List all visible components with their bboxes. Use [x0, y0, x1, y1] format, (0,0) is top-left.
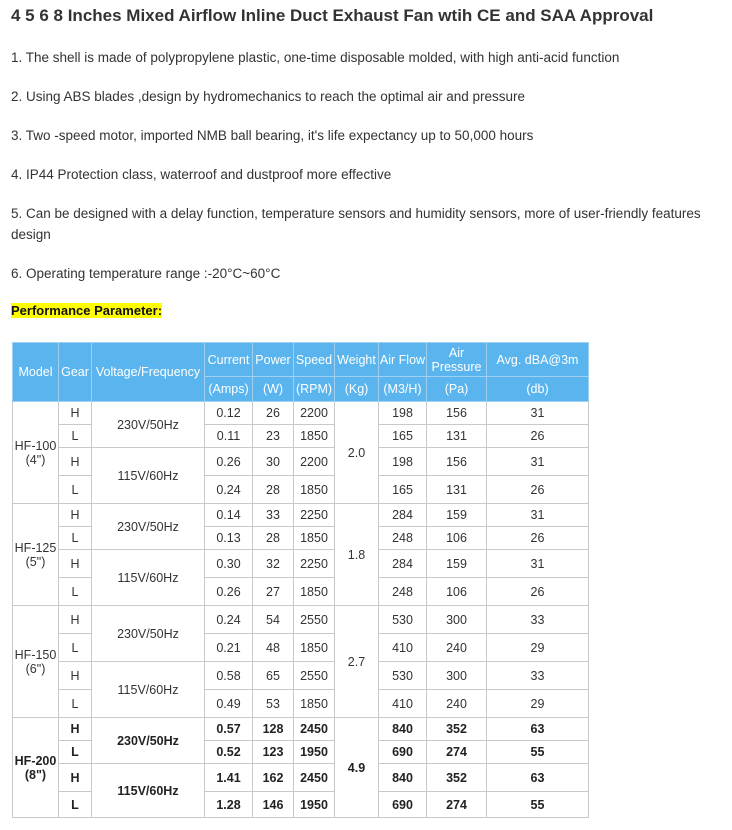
feature-6: 6. Operating temperature range :-20°C~60°C	[11, 266, 281, 281]
table-row	[13, 448, 589, 476]
pressure-cell: 106	[427, 527, 487, 550]
table-row	[13, 402, 589, 425]
power-cell: 28	[253, 527, 294, 550]
table-header	[13, 343, 589, 402]
page-title: 4 5 6 8 Inches Mixed Airflow Inline Duct Exhaust Fan wtih CE and SAA Approval	[11, 6, 654, 25]
unit-dba: (db)	[487, 377, 589, 402]
dba-cell: 33	[487, 662, 589, 690]
model-group-hf125	[13, 504, 589, 606]
speed-cell: 2450	[294, 764, 335, 792]
gear-cell: L	[59, 741, 92, 764]
airflow-cell: 165	[379, 425, 427, 448]
airflow-cell: 284	[379, 504, 427, 527]
speed-cell: 1850	[294, 690, 335, 718]
speed-cell: 1850	[294, 476, 335, 504]
pressure-cell: 240	[427, 634, 487, 662]
header-gear: Gear	[59, 343, 92, 402]
table-row	[13, 550, 589, 578]
current-cell: 0.30	[205, 550, 253, 578]
pressure-cell: 352	[427, 764, 487, 792]
model-name: HF-100 (4")	[13, 402, 59, 504]
power-cell: 123	[253, 741, 294, 764]
pressure-cell: 159	[427, 504, 487, 527]
gear-cell: H	[59, 718, 92, 741]
voltage-cell: 115V/60Hz	[92, 448, 205, 504]
table-row	[13, 504, 589, 527]
model-group-hf200	[13, 718, 589, 818]
table-row	[13, 718, 589, 741]
airflow-cell: 284	[379, 550, 427, 578]
dba-cell: 55	[487, 792, 589, 818]
power-cell: 27	[253, 578, 294, 606]
performance-heading: Performance Parameter:	[11, 303, 163, 318]
speed-cell: 2450	[294, 718, 335, 741]
table-row	[13, 662, 589, 690]
table-row	[13, 764, 589, 792]
airflow-cell: 198	[379, 402, 427, 425]
header-weight: Weight	[335, 343, 379, 377]
unit-current: (Amps)	[205, 377, 253, 402]
power-cell: 26	[253, 402, 294, 425]
current-cell: 0.58	[205, 662, 253, 690]
unit-power: (W)	[253, 377, 294, 402]
header-airpressure: Air Pressure	[427, 343, 487, 377]
airflow-cell: 690	[379, 741, 427, 764]
speed-cell: 1850	[294, 634, 335, 662]
pressure-cell: 131	[427, 425, 487, 448]
header-voltage: Voltage/Frequency	[92, 343, 205, 402]
dba-cell: 33	[487, 606, 589, 634]
unit-airflow: (M3/H)	[379, 377, 427, 402]
airflow-cell: 840	[379, 764, 427, 792]
weight-cell: 1.8	[335, 504, 379, 606]
speed-cell: 2550	[294, 606, 335, 634]
dba-cell: 55	[487, 741, 589, 764]
gear-cell: L	[59, 578, 92, 606]
voltage-cell: 115V/60Hz	[92, 662, 205, 718]
current-cell: 0.24	[205, 606, 253, 634]
model-group-hf150	[13, 606, 589, 718]
airflow-cell: 410	[379, 690, 427, 718]
current-cell: 1.28	[205, 792, 253, 818]
gear-cell: H	[59, 764, 92, 792]
gear-cell: L	[59, 527, 92, 550]
speed-cell: 1950	[294, 792, 335, 818]
dba-cell: 31	[487, 448, 589, 476]
speed-cell: 1950	[294, 741, 335, 764]
header-airflow: Air Flow	[379, 343, 427, 377]
weight-cell: 2.7	[335, 606, 379, 718]
dba-cell: 29	[487, 634, 589, 662]
model-name: HF-150 (6")	[13, 606, 59, 718]
pressure-cell: 352	[427, 718, 487, 741]
gear-cell: H	[59, 448, 92, 476]
dba-cell: 26	[487, 425, 589, 448]
power-cell: 54	[253, 606, 294, 634]
header-model: Model	[13, 343, 59, 402]
speed-cell: 2200	[294, 402, 335, 425]
current-cell: 0.12	[205, 402, 253, 425]
feature-2: 2. Using ABS blades ,design by hydromechanics to reach the optimal air and pressure	[11, 89, 526, 104]
pressure-cell: 240	[427, 690, 487, 718]
header-power: Power	[253, 343, 294, 377]
current-cell: 0.21	[205, 634, 253, 662]
header-dba: Avg. dBA@3m	[487, 343, 589, 377]
feature-3: 3. Two -speed motor, imported NMB ball bearing, it's life expectancy up to 50,000 hours	[11, 128, 534, 143]
header-speed: Speed	[294, 343, 335, 377]
pressure-cell: 159	[427, 550, 487, 578]
power-cell: 48	[253, 634, 294, 662]
speed-cell: 1850	[294, 578, 335, 606]
speed-cell: 1850	[294, 425, 335, 448]
power-cell: 146	[253, 792, 294, 818]
weight-cell: 2.0	[335, 402, 379, 504]
gear-cell: L	[59, 792, 92, 818]
gear-cell: L	[59, 476, 92, 504]
speed-cell: 2200	[294, 448, 335, 476]
voltage-cell: 115V/60Hz	[92, 764, 205, 818]
pressure-cell: 156	[427, 448, 487, 476]
voltage-cell: 230V/50Hz	[92, 402, 205, 448]
airflow-cell: 198	[379, 448, 427, 476]
pressure-cell: 106	[427, 578, 487, 606]
airflow-cell: 530	[379, 606, 427, 634]
power-cell: 162	[253, 764, 294, 792]
pressure-cell: 274	[427, 792, 487, 818]
airflow-cell: 530	[379, 662, 427, 690]
power-cell: 23	[253, 425, 294, 448]
dba-cell: 26	[487, 527, 589, 550]
model-group-hf100	[13, 402, 589, 504]
model-name: HF-125 (5")	[13, 504, 59, 606]
power-cell: 30	[253, 448, 294, 476]
power-cell: 128	[253, 718, 294, 741]
current-cell: 0.49	[205, 690, 253, 718]
dba-cell: 63	[487, 718, 589, 741]
voltage-cell: 230V/50Hz	[92, 718, 205, 764]
current-cell: 0.11	[205, 425, 253, 448]
airflow-cell: 165	[379, 476, 427, 504]
speed-cell: 2250	[294, 550, 335, 578]
power-cell: 65	[253, 662, 294, 690]
unit-speed: (RPM)	[294, 377, 335, 402]
dba-cell: 31	[487, 402, 589, 425]
current-cell: 0.14	[205, 504, 253, 527]
current-cell: 0.26	[205, 578, 253, 606]
feature-4: 4. IP44 Protection class, waterroof and dustproof more effective	[11, 167, 392, 182]
gear-cell: L	[59, 634, 92, 662]
dba-cell: 63	[487, 764, 589, 792]
gear-cell: L	[59, 425, 92, 448]
dba-cell: 31	[487, 550, 589, 578]
unit-airpressure: (Pa)	[427, 377, 487, 402]
header-current: Current	[205, 343, 253, 377]
current-cell: 0.13	[205, 527, 253, 550]
gear-cell: H	[59, 606, 92, 634]
power-cell: 53	[253, 690, 294, 718]
gear-cell: L	[59, 690, 92, 718]
model-name: HF-200 (8")	[13, 718, 59, 818]
pressure-cell: 156	[427, 402, 487, 425]
airflow-cell: 248	[379, 527, 427, 550]
gear-cell: H	[59, 402, 92, 425]
gear-cell: H	[59, 550, 92, 578]
current-cell: 0.57	[205, 718, 253, 741]
speed-cell: 1850	[294, 527, 335, 550]
pressure-cell: 274	[427, 741, 487, 764]
power-cell: 33	[253, 504, 294, 527]
voltage-cell: 230V/50Hz	[92, 606, 205, 662]
weight-cell: 4.9	[335, 718, 379, 818]
pressure-cell: 300	[427, 606, 487, 634]
current-cell: 0.24	[205, 476, 253, 504]
pressure-cell: 300	[427, 662, 487, 690]
feature-1: 1. The shell is made of polypropylene plastic, one-time disposable molded, with high anti-acid function	[11, 50, 620, 65]
unit-weight: (Kg)	[335, 377, 379, 402]
pressure-cell: 131	[427, 476, 487, 504]
dba-cell: 26	[487, 476, 589, 504]
airflow-cell: 248	[379, 578, 427, 606]
gear-cell: H	[59, 504, 92, 527]
current-cell: 1.41	[205, 764, 253, 792]
gear-cell: H	[59, 662, 92, 690]
dba-cell: 29	[487, 690, 589, 718]
airflow-cell: 690	[379, 792, 427, 818]
airflow-cell: 410	[379, 634, 427, 662]
dba-cell: 31	[487, 504, 589, 527]
current-cell: 0.26	[205, 448, 253, 476]
performance-table	[12, 342, 589, 818]
power-cell: 28	[253, 476, 294, 504]
speed-cell: 2550	[294, 662, 335, 690]
dba-cell: 26	[487, 578, 589, 606]
voltage-cell: 115V/60Hz	[92, 550, 205, 606]
voltage-cell: 230V/50Hz	[92, 504, 205, 550]
speed-cell: 2250	[294, 504, 335, 527]
airflow-cell: 840	[379, 718, 427, 741]
current-cell: 0.52	[205, 741, 253, 764]
table-row	[13, 606, 589, 634]
power-cell: 32	[253, 550, 294, 578]
feature-5: 5. Can be designed with a delay function, temperature sensors and humidity sensors, more of user-friendly features design	[11, 206, 701, 242]
